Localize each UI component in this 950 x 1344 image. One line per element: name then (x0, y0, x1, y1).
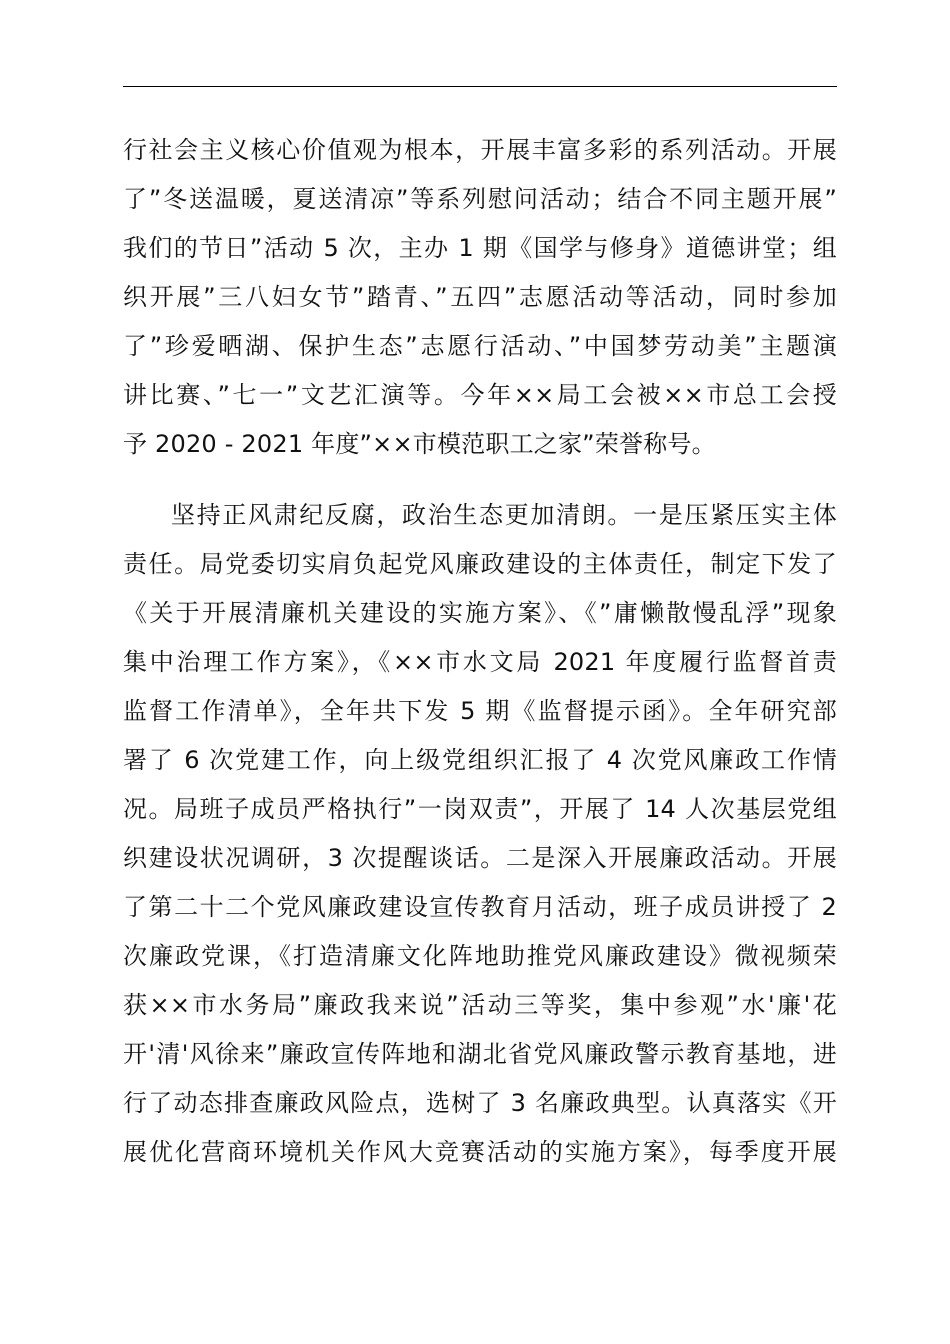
text-line: 监督工作清单》，全年共下发 5 期《监督提示函》。全年研究部 (123, 697, 837, 725)
paragraph-2 (123, 491, 837, 1177)
text-line: 了”冬送温暖，夏送清凉”等系列慰问活动；结合不同主题开展” (123, 185, 837, 213)
text-line: 展优化营商环境机关作风大竞赛活动的实施方案》，每季度开展 (123, 1138, 837, 1166)
header-rule (123, 86, 837, 87)
text-line: 集中治理工作方案》，《××市水文局 2021 年度履行监督首责 (123, 648, 837, 676)
text-line: 获××市水务局”廉政我来说”活动三等奖，集中参观”水'廉'花 (123, 991, 837, 1019)
text-line: 了”珍爱晒湖、保护生态”志愿行活动、”中国梦劳动美”主题演 (123, 332, 837, 360)
text-line: 讲比赛、”七一”文艺汇演等。今年××局工会被××市总工会授 (123, 381, 837, 409)
text-line: 责任。局党委切实肩负起党风廉政建设的主体责任，制定下发了 (123, 550, 837, 578)
text-line: 予 2020 - 2021 年度”××市模范职工之家”荣誉称号。 (123, 430, 716, 458)
text-line: 次廉政党课，《打造清廉文化阵地助推党风廉政建设》微视频荣 (123, 942, 837, 970)
text-line: 署了 6 次党建工作，向上级党组织汇报了 4 次党风廉政工作情 (123, 746, 837, 774)
paragraph-1 (123, 126, 837, 469)
text-line: 织开展”三八妇女节”踏青、”五四”志愿活动等活动，同时参加 (123, 283, 837, 311)
text-line: 我们的节日”活动 5 次，主办 1 期《国学与修身》道德讲堂；组 (123, 234, 837, 262)
text-line: 了第二十二个党风廉政建设宣传教育月活动，班子成员讲授了 2 (123, 893, 837, 921)
text-line: 行社会主义核心价值观为根本，开展丰富多彩的系列活动。开展 (123, 136, 837, 164)
text-line: 《关于开展清廉机关建设的实施方案》、《”庸懒散慢乱浮”现象 (123, 599, 837, 627)
text-line: 况。局班子成员严格执行”一岗双责”，开展了 14 人次基层党组 (123, 795, 837, 823)
text-line: 行了动态排查廉政风险点，选树了 3 名廉政典型。认真落实《开 (123, 1089, 837, 1117)
text-line: 开'清'风徐来”廉政宣传阵地和湖北省党风廉政警示教育基地，进 (123, 1040, 837, 1068)
text-line: 织建设状况调研，3 次提醒谈话。二是深入开展廉政活动。开展 (123, 844, 837, 872)
body-text (123, 126, 837, 1177)
text-line: 坚持正风肃纪反腐，政治生态更加清朗。一是压紧压实主体 (171, 501, 837, 529)
paragraph-spacer (123, 469, 837, 491)
